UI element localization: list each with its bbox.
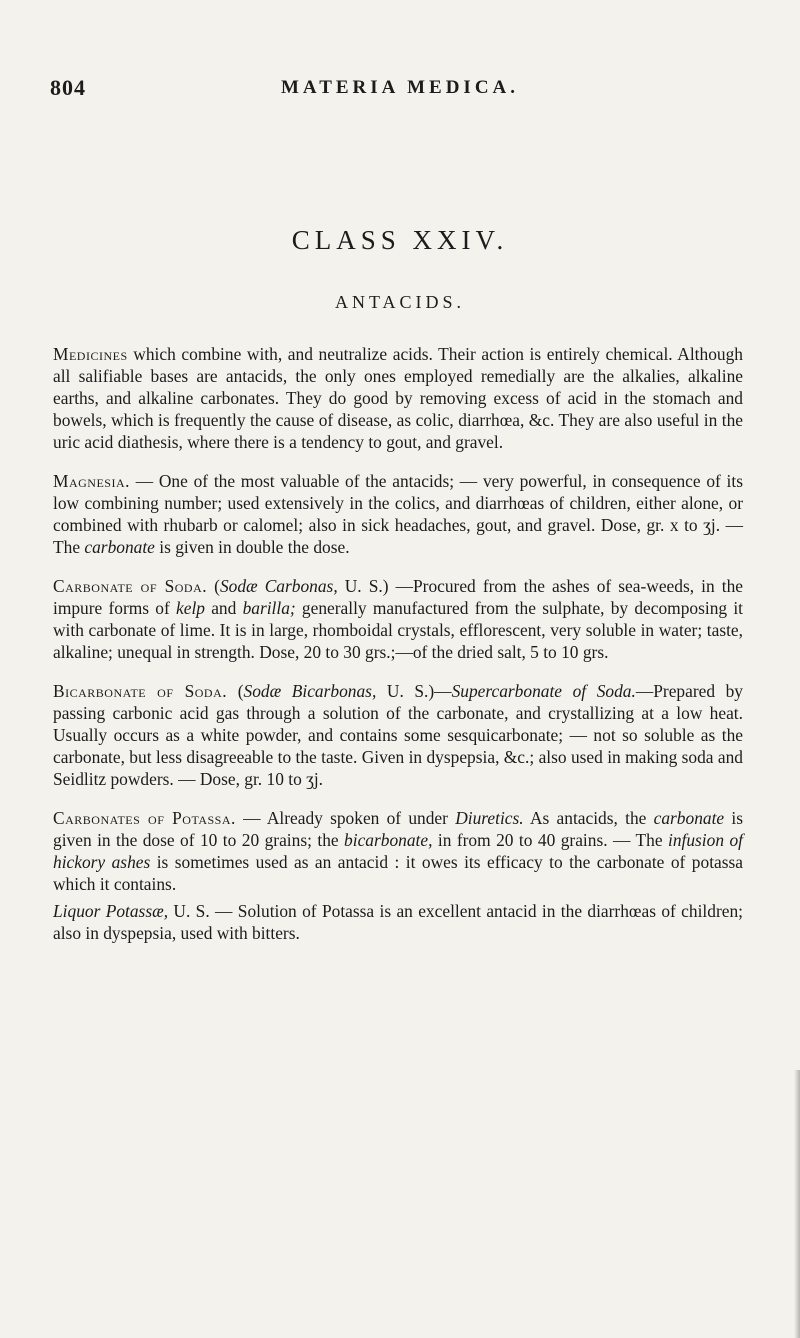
paragraph-intro [53,343,743,453]
italic-term: kelp [176,598,205,618]
paragraph-lead: Carbonate of Soda. [53,576,208,596]
italic-term: infusion of hickory ashes [53,830,743,872]
paragraph-carbonates-of-potassa [53,807,743,895]
paragraph-carbonate-of-soda [53,575,743,663]
italic-term: Liquor Potassæ, [53,901,169,921]
page-header [50,75,750,105]
paragraph-lead: Bicarbonate of Soda. [53,681,228,701]
paragraph-text: which combine with, and neutralize acids. Their action is entirely chemical. Although all salifiable bases are antacids, the only ones employed remedially are the alkalies, alkaline earths, and alkaline carbonates. They do good by removing excess of acid in the stomach and bowels, which is frequently the cause of disease, as colic, diarrhœa, &c. They are also useful in the uric acid diathesis, where there is a tendency to gout, and gravel. [53,344,743,452]
paragraph-text: — Already spoken of under [235,808,456,828]
body-text [53,343,743,961]
paragraph-text: and [204,598,243,618]
paragraph-text: generally manufactured from the sulphate, by decomposing it with carbonate of lime. It is in large, rhomboidal crystals, efflorescent, very soluble in water; taste, alkaline; unequal in strength. Dose, 20 to 30 grs.;—of the dried salt, 5 to 10 grs. [53,598,743,662]
paragraph-liquor-potassae [53,900,743,944]
paragraph-lead: Carbonates of Potassa. [53,808,236,828]
paragraph-lead: Medicines [53,344,128,364]
paragraph-text: is given in double the dose. [154,537,350,557]
paragraph-lead: Magnesia. [53,471,130,491]
italic-term: Supercarbonate of Soda. [451,681,636,701]
running-head: MATERIA MEDICA. [280,77,520,98]
page-number: 804 [50,75,86,100]
paragraph-text: U. S.)— [376,681,452,701]
italic-term: Sodæ Bicarbonas, [243,681,377,701]
section-title: ANTACIDS. [334,292,466,312]
paragraph-text: U. S.) —Procured from the ashes of sea-weeds, in the impure forms of [53,576,743,618]
paragraph-text: —Prepared by passing carbonic acid gas through a solution of the carbonate, and crystallizing at a low heat. Usually occurs as a white powder, and contains some sesquicarbonate; — not so soluble as the carbonate, but less disagreeable to the taste. Given in dyspepsia, &c.; also used in making soda and Seidlitz powders. — Dose, gr. 10 to ʒj. [53,681,744,789]
page-edge-shadow [794,1070,800,1338]
paragraph-text: U. S. — Solution of Potassa is an excellent antacid in the diarrhœas of children; also in dyspepsia, used with bitters. [53,901,743,943]
paragraph-text: is sometimes used as an antacid : it owes its efficacy to the carbonate of potassa which it contains. [53,852,744,894]
italic-term: carbonate [653,808,725,828]
paragraph-text: As antacids, the [523,808,654,828]
italic-term: bicarbonate, [344,830,433,850]
italic-term: carbonate [84,537,155,557]
paragraph-text: is given in the dose of 10 to 20 grains; the [53,808,743,850]
italic-term: Diuretics. [455,808,524,828]
paragraph-text: ( [207,576,220,596]
paragraph-bicarbonate-of-soda [53,680,743,790]
italic-term: barilla; [242,598,296,618]
paragraph-magnesia [53,470,743,558]
paragraph-text: in from 20 to 40 grains. — The [432,830,668,850]
paragraph-text: ( [227,681,244,701]
italic-term: Sodæ Carbonas, [219,576,338,596]
paragraph-text: — One of the most valuable of the antacids; — very powerful, in consequence of its low combining number; used extensively in the colics, and diarrhœas of children, either alone, or combined with rhubarb or calomel; also in sick headaches, gout, and gravel. Dose, gr. x to ʒj. — The [53,471,743,557]
class-title: CLASS XXIV. [291,225,509,255]
